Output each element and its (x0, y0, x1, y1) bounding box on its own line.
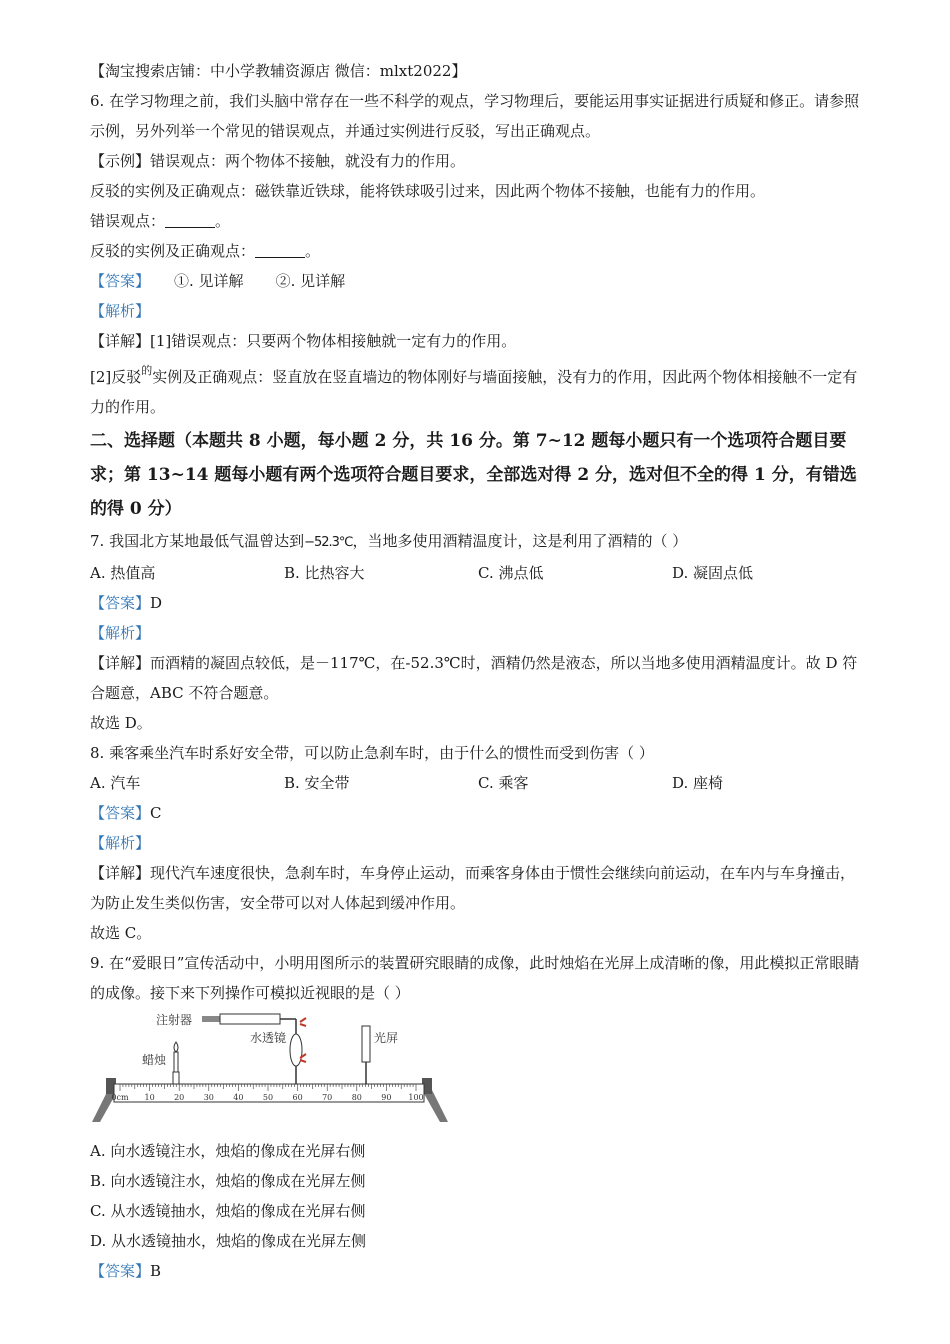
ruler-tick-label: 40 (233, 1093, 244, 1102)
ruler-tick-label: 20 (174, 1093, 185, 1102)
ruler-tick-label: 60 (292, 1093, 303, 1102)
clip-icon (300, 1018, 306, 1026)
candle (174, 1052, 178, 1072)
q6-detail-1-text: [1]错误观点：只要两个物体相接触就一定有力的作用。 (150, 332, 517, 350)
q7-options (90, 558, 870, 588)
q7-detail (90, 648, 870, 708)
syringe-label: 注射器 (156, 1013, 193, 1027)
q7-analysis (90, 618, 870, 648)
q6-rebut-label: 反驳的实例及正确观点： (90, 242, 256, 260)
q7-answer-value: D (150, 594, 163, 612)
q6-answer-2: ②. 见详解 (275, 272, 346, 290)
q9-option-c[interactable]: C. 从水透镜抽水，烛焰的像成在光屏右侧 (90, 1202, 366, 1220)
option-d[interactable]: D. 凝固点低 (672, 564, 754, 582)
detail-tag: 【详解】 (90, 332, 151, 350)
q6-example-text: 错误观点：两个物体不接触，就没有力的作用。 (150, 152, 466, 170)
q6-stem: 6. 在学习物理之前，我们头脑中常存在一些不科学的观点，学习物理后，要能运用事实证据进行质疑和修正。请参照示例，另外列举一个常见的错误观点，并通过实例进行反驳，写出正确观点。 (90, 92, 860, 140)
bench-right-leg (422, 1090, 448, 1122)
lens-label: 水透镜 (250, 1031, 287, 1045)
q6-rebut-view (90, 236, 870, 266)
candle-label: 蜡烛 (142, 1053, 167, 1067)
q8-answer-value: C (150, 804, 162, 822)
answer-tag: 【答案】 (90, 272, 151, 290)
q6-detail-1 (90, 326, 870, 356)
option-b[interactable]: B. 安全带 (284, 774, 350, 792)
q6-detail-2b: 实例及正确观点：竖直放在竖直墙边的物体刚好与墙面接触，没有力的作用，因此两个物体相接触不一定有力的作用。 (90, 368, 858, 416)
ruler-tick-label: 80 (351, 1093, 362, 1102)
syringe-plunger (202, 1016, 220, 1022)
analysis-tag: 【解析】 (90, 624, 151, 642)
q6-detail-2-sup: 的 (141, 364, 153, 377)
option-a[interactable]: A. 汽车 (90, 774, 141, 792)
q7-stem-b: ，当地多使用酒精温度计，这是利用了酒精的（ ） (352, 532, 688, 550)
q6-wrong-label: 错误观点： (90, 212, 166, 230)
q6-analysis (90, 296, 870, 326)
q6-detail-2a: [2]反驳 (90, 368, 142, 386)
analysis-tag: 【解析】 (90, 834, 151, 852)
q6-wrong-view (90, 206, 870, 236)
optical-bench-diagram (90, 1012, 450, 1130)
detail-tag: 【详解】 (90, 654, 151, 672)
header-line: 【淘宝搜索店铺：中小学教辅资源店 微信：mlxt2022】 (90, 62, 467, 80)
answer-blank[interactable] (255, 241, 305, 258)
q6-example-rebut: 反驳的实例及正确观点：磁铁靠近铁球，能将铁球吸引过来，因此两个物体不接触，也能有力的作用。 (90, 182, 766, 200)
q8-conclusion: 故选 C。 (90, 924, 152, 942)
q9-option-d[interactable]: D. 从水透镜抽水，烛焰的像成在光屏左侧 (90, 1232, 367, 1250)
ruler-tick-label: 30 (203, 1093, 214, 1102)
q6-answer-1: ①. 见详解 (174, 272, 244, 290)
q8-detail (90, 858, 870, 918)
period: 。 (215, 212, 231, 230)
candle-holder (173, 1072, 179, 1084)
q6-detail-2 (90, 356, 870, 422)
q8-stem: 8. 乘客乘坐汽车时系好安全带，可以防止急刹车时，由于什么的惯性而受到伤害（ ） (90, 744, 654, 762)
q6-example-tag: 【示例】 (90, 152, 151, 170)
q9-stem: 9. 在“爱眼日”宣传活动中，小明用图所示的装置研究眼睛的成像，此时烛焰在光屏上成清晰的像，用此模拟正常眼睛的成像。接下来下列操作可模拟近视眼的是（ ） (90, 954, 860, 1002)
option-c[interactable]: C. 乘客 (478, 774, 529, 792)
q9-option-b[interactable]: B. 向水透镜注水，烛焰的像成在光屏左侧 (90, 1172, 366, 1190)
q8-detail-text: 现代汽车速度很快，急刹车时，车身停止运动，而乘客身体由于惯性会继续向前运动，在车内与车身撞击，为防止发生类似伤害，安全带可以对人体起到缓冲作用。 (90, 864, 856, 912)
detail-tag: 【详解】 (90, 864, 151, 882)
ruler-tick-label: 50 (262, 1093, 274, 1102)
water-lens (290, 1034, 302, 1066)
ruler-tick-label: 70 (322, 1093, 333, 1102)
answer-tag: 【答案】 (90, 1262, 151, 1280)
q9-answer-value: B (150, 1262, 162, 1280)
option-a[interactable]: A. 热值高 (90, 564, 156, 582)
document-page (90, 56, 870, 1286)
flame-icon (174, 1042, 178, 1052)
period: 。 (305, 242, 321, 260)
light-screen (362, 1026, 370, 1062)
q7-temperature: −52.3℃ (304, 535, 353, 550)
section-2-heading: 二、选择题（本题共 8 小题，每小题 2 分，共 16 分。第 7~12 题每小题只有一个选项符合题目要求；第 13~14 题每小题有两个选项符合题目要求，全部选对得 2 分，选对但不全的得 1 分，有错选的得 0 分） (90, 431, 857, 519)
option-c[interactable]: C. 沸点低 (478, 564, 544, 582)
q6-answer (90, 266, 870, 296)
option-d[interactable]: D. 座椅 (672, 774, 724, 792)
q7-stem-a: 7. 我国北方某地最低气温曾达到 (90, 532, 305, 550)
q7-conclusion: 故选 D。 (90, 714, 152, 732)
q9-option-a[interactable]: A. 向水透镜注水，烛焰的像成在光屏右侧 (90, 1142, 366, 1160)
ruler-tick-label: 90 (381, 1093, 392, 1102)
ruler-tick-label: 10 (144, 1093, 155, 1102)
q9-figure (90, 1012, 870, 1130)
answer-blank[interactable] (165, 211, 215, 228)
q7-stem (90, 526, 870, 558)
q8-options (90, 768, 870, 798)
syringe-barrel (220, 1014, 280, 1024)
q6-example (90, 146, 870, 176)
ruler-tick-label: 100 (408, 1093, 424, 1102)
q8-answer (90, 798, 870, 828)
q7-detail-text: 而酒精的凝固点较低，是－117℃，在-52.3℃时，酒精仍然是液态，所以当地多使用酒精温度计。故 D 符合题意，ABC 不符合题意。 (90, 654, 858, 702)
answer-tag: 【答案】 (90, 594, 151, 612)
option-b[interactable]: B. 比热容大 (284, 564, 365, 582)
q9-answer (90, 1256, 870, 1286)
analysis-tag: 【解析】 (90, 302, 151, 320)
answer-tag: 【答案】 (90, 804, 151, 822)
ruler-tick-label: 0cm (111, 1093, 129, 1102)
screen-label: 光屏 (374, 1031, 399, 1045)
q7-answer (90, 588, 870, 618)
q8-analysis (90, 828, 870, 858)
